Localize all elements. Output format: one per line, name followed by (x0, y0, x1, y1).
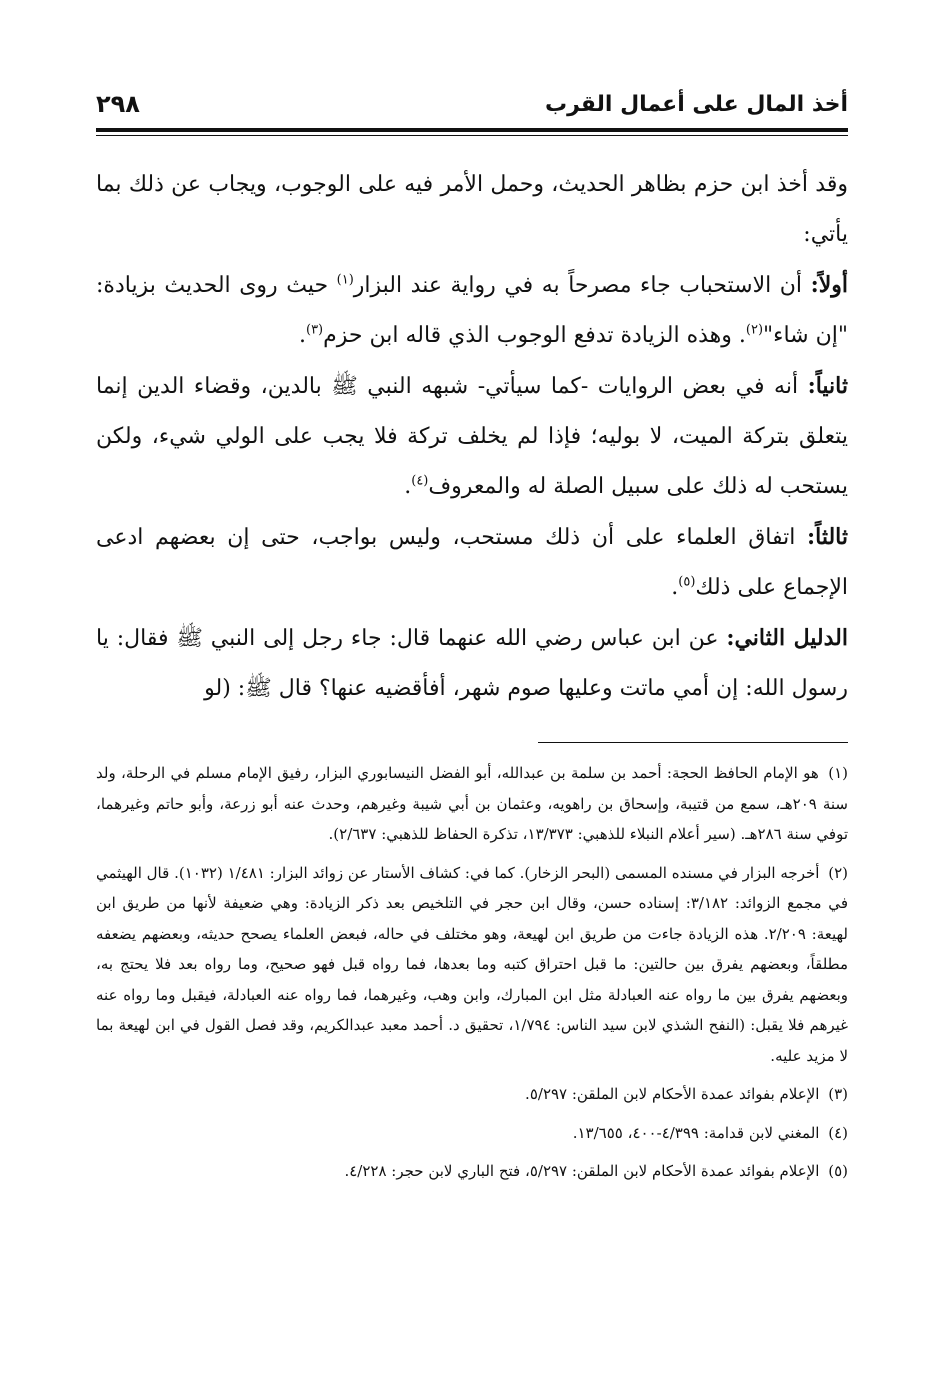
footnote-text: أخرجه البزار في مسنده المسمى (البحر الزخار). كما في: كشاف الأستار عن زوائد البزار: ١/٤٨١ (١٠٣٢). قال الهيثمي في مجمع الزوائد: ٣/١٨٢: إسناده حسن، وقال ابن حجر في التلخيص بعد ذكر الزيادة: وهي ضعيفة لأنها من طريق ابن لهيعة: ٢/٢٠٩. هذه الزيادة جاءت من طريق ابن لهيعة، وهو مختلف في حاله، فبعض العلماء يصحح حديثه، وبعضهم يضعفه مطلقاً، وبعضهم يفرق بين حالتين: ما قبل احتراق كتبه وما بعدها، فما رواه قبل فهو صحيح، وما رواه بعد فلا يحتج به، وبعضهم يفرق بين ما رواه عنه العبادلة مثل ابن المبارك، وابن وهب، وغيرهما، فما رواه عنه العبادلة، فيقبل وما رواه عنه غيرهم فلا يقبل: (النفح الشذي لابن سيد الناس: ١/٧٩٤، تحقيق د. أحمد معبد عبدالكريم، وقد فصل القول في ابن لهيعة بما لا مزيد عليه. (96, 863, 848, 1065)
paragraph-second-point (96, 361, 848, 512)
footnote-number: (٤) (828, 1123, 848, 1142)
first-point-text-a: أن الاستحباب جاء مصرحاً به في رواية عند البزار (353, 273, 811, 298)
first-point-text-d: . (298, 323, 306, 348)
footnote-ref-2[interactable]: (٢) (745, 322, 764, 338)
footnotes (96, 758, 848, 1195)
second-evidence-label: الدليل الثاني: (726, 625, 849, 651)
paragraph-intro-text: وقد أخذ ابن حزم بظاهر الحديث، وحمل الأمر فيه على الوجوب، ويجاب عن ذلك بما يأتي: (96, 172, 848, 247)
footnote-number: (٣) (828, 1085, 848, 1103)
page-header (96, 88, 848, 126)
header-rule-thin (96, 135, 848, 136)
second-point-text-a: أنه في بعض الروايات -كما سيأتي- شبهه النبي ﷺ بالدين، وقضاء الدين إنما يتعلق بتركة الميت، لا بوليه؛ فإذا لم يخلف تركة فلا يجب على الولي شيء، ولكن يستحب له ذلك على سبيل الصلة له والمعروف (96, 374, 848, 499)
footnote (96, 758, 848, 850)
footnote (96, 858, 848, 1072)
third-point-text-b: . (671, 575, 679, 600)
footnote-text: المغني لابن قدامة: ٤/٣٩٩-٤٠٠، ١٣/٦٥٥. (572, 1123, 820, 1142)
first-point-text-c: . وهذه الزيادة تدفع الوجوب الذي قاله ابن حزم (323, 323, 746, 348)
third-point-label: ثالثاً: (807, 524, 848, 550)
first-point-label: أولاً: (810, 272, 848, 298)
paragraph-third-point (96, 512, 848, 613)
third-point-text-a: اتفاق العلماء على أن ذلك مستحب، وليس بواجب، حتى إن بعضهم ادعى الإجماع على ذلك (96, 525, 848, 600)
second-point-text-b: . (404, 474, 412, 499)
footnote-ref-1[interactable]: (١) (336, 272, 354, 288)
footnote-ref-4[interactable]: (٤) (411, 473, 429, 489)
paragraph-second-evidence (96, 613, 848, 714)
footnote-number: (٥) (828, 1162, 848, 1180)
footnote-text: هو الإمام الحافظ الحجة: أحمد بن سلمة بن عبدالله، أبو الفضل النيسابوري البزار، رفيق الإمام مسلم في الرحلة، ولد سنة ٢٠٩هـ، سمع من قتيبة، وإسحاق بن راهويه، وعثمان بن أبي شيبة وغيرهم، وحدث عنه أبو زرعة، وأبو حاتم وغيرهما، توفي سنة ٢٨٦هـ. (سير أعلام النبلاء للذهبي: ١٣/٣٧٣، تذكرة الحفاظ للذهبي: ٢/٦٣٧). (96, 764, 848, 843)
footnote-text: الإعلام بفوائد عمدة الأحكام لابن الملقن: ٥/٢٩٧. (525, 1085, 820, 1103)
footnote-number: (٢) (828, 863, 848, 882)
footnote (96, 1118, 848, 1149)
footnote-text: الإعلام بفوائد عمدة الأحكام لابن الملقن: ٥/٢٩٧، فتح الباري لابن حجر: ٤/٢٢٨. (344, 1162, 820, 1180)
main-text (96, 160, 848, 714)
footnote-divider (538, 742, 848, 743)
second-point-label: ثانياً: (807, 373, 848, 399)
footnote-ref-5[interactable]: (٥) (678, 574, 696, 590)
footnote (96, 1156, 848, 1187)
header-rule-thick (96, 128, 848, 132)
paragraph-intro (96, 160, 848, 260)
running-title: أخذ المال على أعمال القرب (544, 92, 848, 117)
first-point-text-b: حيث روى الحديث بزيادة: "إن شاء" (96, 273, 848, 348)
page-number: ٢٩٨ (96, 90, 140, 118)
footnote-ref-3[interactable]: (٣) (305, 322, 324, 338)
footnote (96, 1079, 848, 1110)
second-evidence-text: عن ابن عباس رضي الله عنهما قال: جاء رجل إلى النبي ﷺ فقال: يا رسول الله: إن أمي ماتت وعليها صوم شهر، أفأقضيه عنها؟ قال ﷺ: (لو (96, 626, 848, 701)
footnote-number: (١) (828, 764, 848, 782)
paragraph-first-point (96, 260, 848, 361)
